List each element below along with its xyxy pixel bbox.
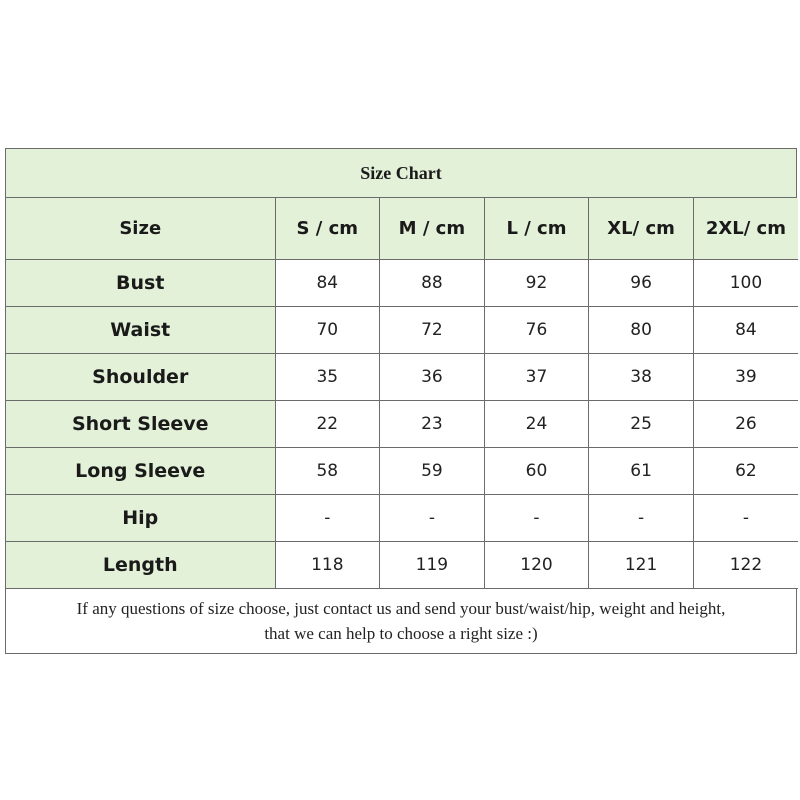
table-cell: 121	[589, 541, 694, 588]
table-cell: -	[693, 494, 798, 541]
header-size-l: L / cm	[484, 198, 589, 259]
size-table	[6, 198, 798, 589]
table-row	[6, 494, 798, 541]
table-cell: -	[484, 494, 589, 541]
table-cell: 80	[589, 306, 694, 353]
table-cell: 37	[484, 353, 589, 400]
row-label: Waist	[6, 306, 275, 353]
table-row	[6, 259, 798, 306]
table-cell: 76	[484, 306, 589, 353]
table-cell: 36	[380, 353, 485, 400]
header-size-2xl: 2XL/ cm	[693, 198, 798, 259]
table-cell: -	[589, 494, 694, 541]
table-cell: 84	[693, 306, 798, 353]
table-cell: 35	[275, 353, 380, 400]
table-cell: 38	[589, 353, 694, 400]
table-cell: 88	[380, 259, 485, 306]
header-size-xl: XL/ cm	[589, 198, 694, 259]
header-size-s: S / cm	[275, 198, 380, 259]
table-row	[6, 400, 798, 447]
table-cell: 84	[275, 259, 380, 306]
table-cell: 119	[380, 541, 485, 588]
table-cell: 22	[275, 400, 380, 447]
table-cell: 100	[693, 259, 798, 306]
size-chart	[5, 148, 797, 654]
table-cell: 120	[484, 541, 589, 588]
table-header-row	[6, 198, 798, 259]
table-cell: 58	[275, 447, 380, 494]
table-cell: 25	[589, 400, 694, 447]
row-label: Length	[6, 541, 275, 588]
header-size-m: M / cm	[380, 198, 485, 259]
table-cell: 62	[693, 447, 798, 494]
table-row	[6, 353, 798, 400]
row-label: Long Sleeve	[6, 447, 275, 494]
note-line-1: If any questions of size choose, just contact us and send your bust/waist/hip, weight and height,	[76, 598, 726, 618]
table-cell: 70	[275, 306, 380, 353]
row-label: Bust	[6, 259, 275, 306]
table-row	[6, 306, 798, 353]
table-cell: 118	[275, 541, 380, 588]
table-cell: 92	[484, 259, 589, 306]
header-size-label: Size	[6, 198, 275, 259]
table-cell: 61	[589, 447, 694, 494]
table-cell: 60	[484, 447, 589, 494]
row-label: Hip	[6, 494, 275, 541]
table-cell: -	[380, 494, 485, 541]
row-label: Shoulder	[6, 353, 275, 400]
table-cell: 96	[589, 259, 694, 306]
note-line-2: that we can help to choose a right size :)	[264, 623, 538, 643]
table-row	[6, 447, 798, 494]
size-advice-note	[6, 589, 796, 653]
table-cell: 39	[693, 353, 798, 400]
table-cell: 59	[380, 447, 485, 494]
row-label: Short Sleeve	[6, 400, 275, 447]
table-cell: 24	[484, 400, 589, 447]
table-cell: 26	[693, 400, 798, 447]
size-chart-title: Size Chart	[6, 149, 796, 198]
table-cell: 122	[693, 541, 798, 588]
table-cell: 23	[380, 400, 485, 447]
table-cell: -	[275, 494, 380, 541]
table-row	[6, 541, 798, 588]
table-cell: 72	[380, 306, 485, 353]
